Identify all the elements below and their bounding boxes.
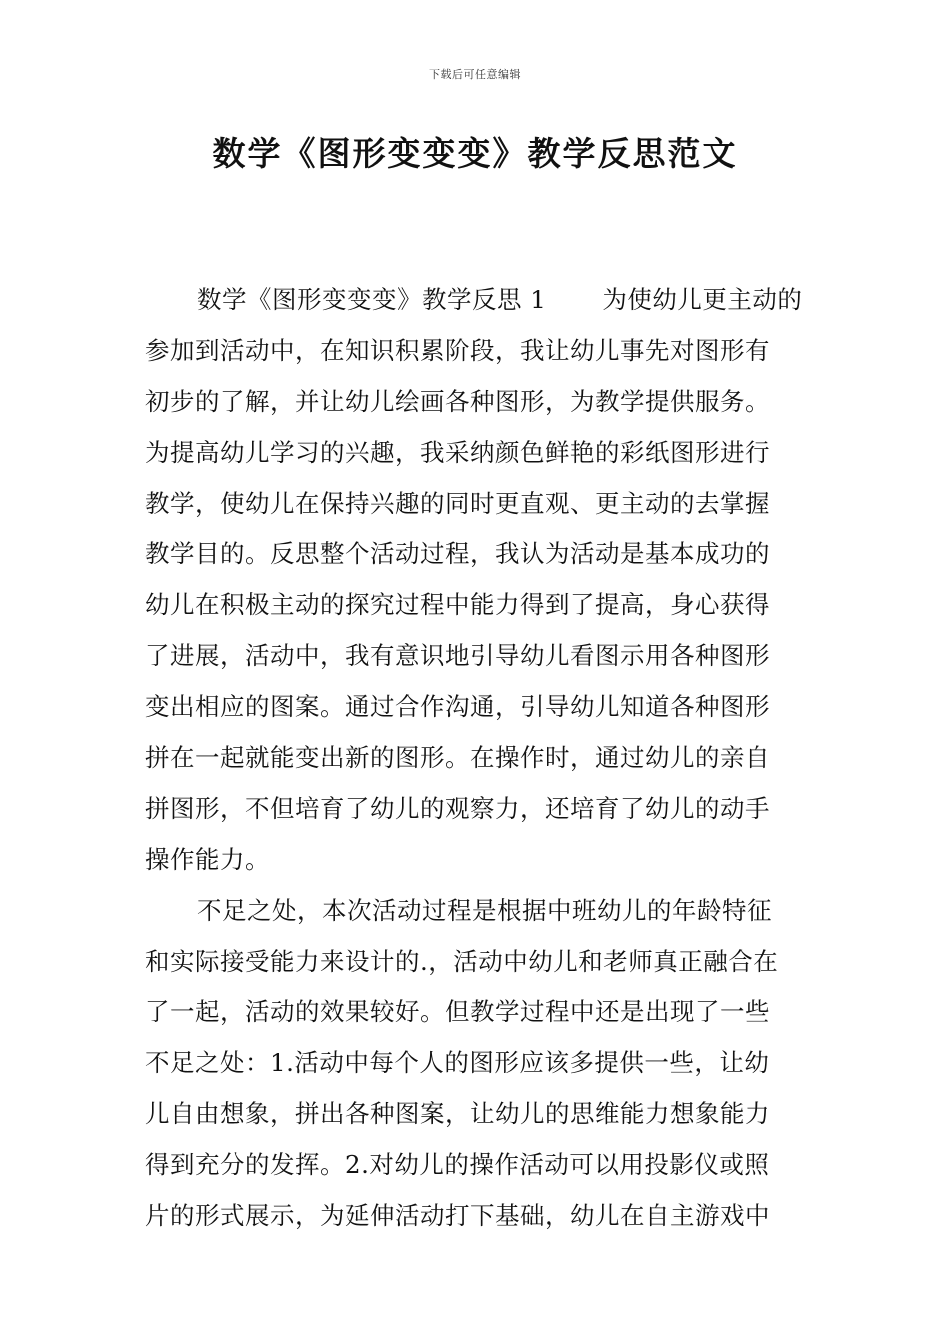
document-body — [145, 280, 805, 1247]
paragraph-2-line: 片的形式展示，为延伸活动打下基础，幼儿在自主游戏中 — [145, 1201, 770, 1231]
paragraph-2-line: 了一起，活动的效果较好。但教学过程中还是出现了一些 — [145, 997, 770, 1027]
paragraph-1-line: 初步的了解，并让幼儿绘画各种图形，为教学提供服务。 — [145, 386, 770, 416]
document-title: 数学《图形变变变》教学反思范文 — [212, 134, 738, 173]
paragraph-2-line: 儿自由想象，拼出各种图案，让幼儿的思维能力想象能力 — [145, 1099, 770, 1129]
paragraph-2-line: 不足之处，本次活动过程是根据中班幼儿的年龄特征 — [197, 895, 772, 925]
paragraph-1-line: 了进展，活动中，我有意识地引导幼儿看图示用各种图形 — [145, 641, 770, 671]
paragraph-1-line: 拼在一起就能变出新的图形。在操作时，通过幼儿的亲自 — [145, 743, 770, 773]
paragraph-2-line: 和实际接受能力来设计的.，活动中幼儿和老师真正融合在 — [145, 946, 779, 976]
paragraph-2-line: 不足之处：1.活动中每个人的图形应该多提供一些，让幼 — [145, 1048, 770, 1078]
paragraph-1-line: 幼儿在积极主动的探究过程中能力得到了提高，身心获得 — [145, 590, 770, 620]
paragraph-1-line: 为使幼儿更主动的 — [602, 285, 803, 314]
paragraph-1-first-line — [145, 280, 805, 331]
paragraph-1-line: 教学目的。反思整个活动过程，我认为活动是基本成功的 — [145, 539, 770, 569]
section-heading: 数学《图形变变变》教学反思 1 — [197, 285, 547, 314]
paragraph-1-line: 拼图形，不但培育了幼儿的观察力，还培育了幼儿的动手 — [145, 793, 770, 823]
paragraph-1-line: 参加到活动中，在知识积累阶段，我让幼儿事先对图形有 — [145, 335, 770, 365]
paragraph-1-line: 操作能力。 — [145, 844, 270, 874]
paragraph-1-line: 教学，使幼儿在保持兴趣的同时更直观、更主动的去掌握 — [145, 488, 770, 518]
paragraph-1-line: 变出相应的图案。通过合作沟通，引导幼儿知道各种图形 — [145, 692, 770, 722]
header-note: 下载后可任意编辑 — [429, 68, 521, 81]
paragraph-2-line: 得到充分的发挥。2.对幼儿的操作活动可以用投影仪或照 — [145, 1150, 770, 1180]
paragraph-1-line: 为提高幼儿学习的兴趣，我采纳颜色鲜艳的彩纸图形进行 — [145, 437, 770, 467]
